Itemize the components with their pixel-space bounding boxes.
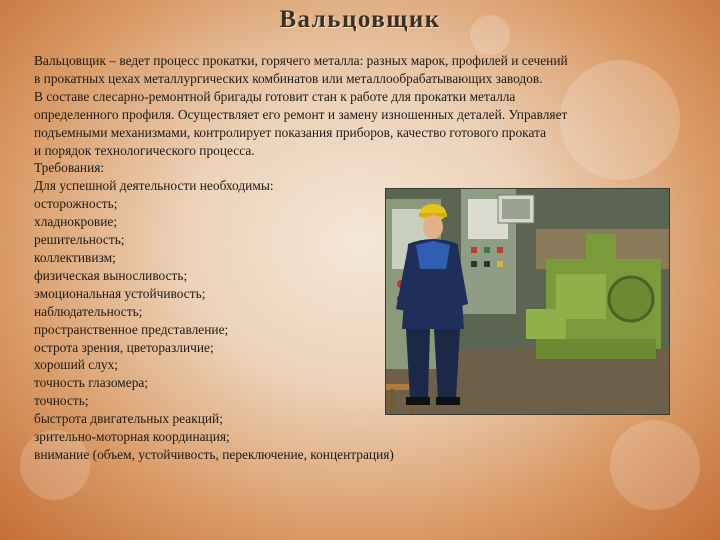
body-line: осторожность;	[34, 196, 118, 212]
body-line: подъемными механизмами, контролирует показания приборов, качество готового проката	[34, 124, 547, 140]
body-line: наблюдательность;	[34, 303, 143, 319]
body-line: внимание (объем, устойчивость, переключение, концентрация)	[34, 446, 394, 462]
body-line: В составе слесарно-ремонтной бригады готовит стан к работе для прокатки металла	[34, 88, 516, 104]
body-line: быстрота двигательных реакций;	[34, 411, 223, 427]
body-line: Для успешной деятельности необходимы:	[34, 178, 274, 194]
body-line: хороший слух;	[34, 357, 118, 373]
body-line: в прокатных цехах металлургических комбинатов или металлообрабатывающих заводов.	[34, 70, 543, 86]
body-line: определенного профиля. Осуществляет его ремонт и замену изношенных деталей. Управляет	[34, 106, 568, 122]
body-line: пространственное представление;	[34, 321, 229, 337]
body-line: острота зрения, цветоразличие;	[34, 339, 214, 355]
body-line: хладнокровие;	[34, 214, 118, 230]
body-line: зрительно-моторная координация;	[34, 429, 230, 445]
body-line: Вальцовщик – ведет процесс прокатки, горячего металла: разных марок, профилей и сечений	[34, 53, 568, 68]
body-line: решительность;	[34, 232, 125, 248]
body-line: и порядок технологического процесса.	[34, 142, 255, 158]
slide-title: Вальцовщик	[279, 6, 441, 33]
body-line: точность глазомера;	[34, 375, 149, 391]
body-line: физическая выносливость;	[34, 267, 188, 283]
worker-photo-illustration	[386, 189, 669, 414]
worker-photo	[385, 188, 670, 415]
body-line: Требования:	[34, 160, 105, 176]
body-line: эмоциональная устойчивость;	[34, 285, 206, 301]
body-line: точность;	[34, 393, 89, 409]
body-line: коллективизм;	[34, 249, 116, 265]
